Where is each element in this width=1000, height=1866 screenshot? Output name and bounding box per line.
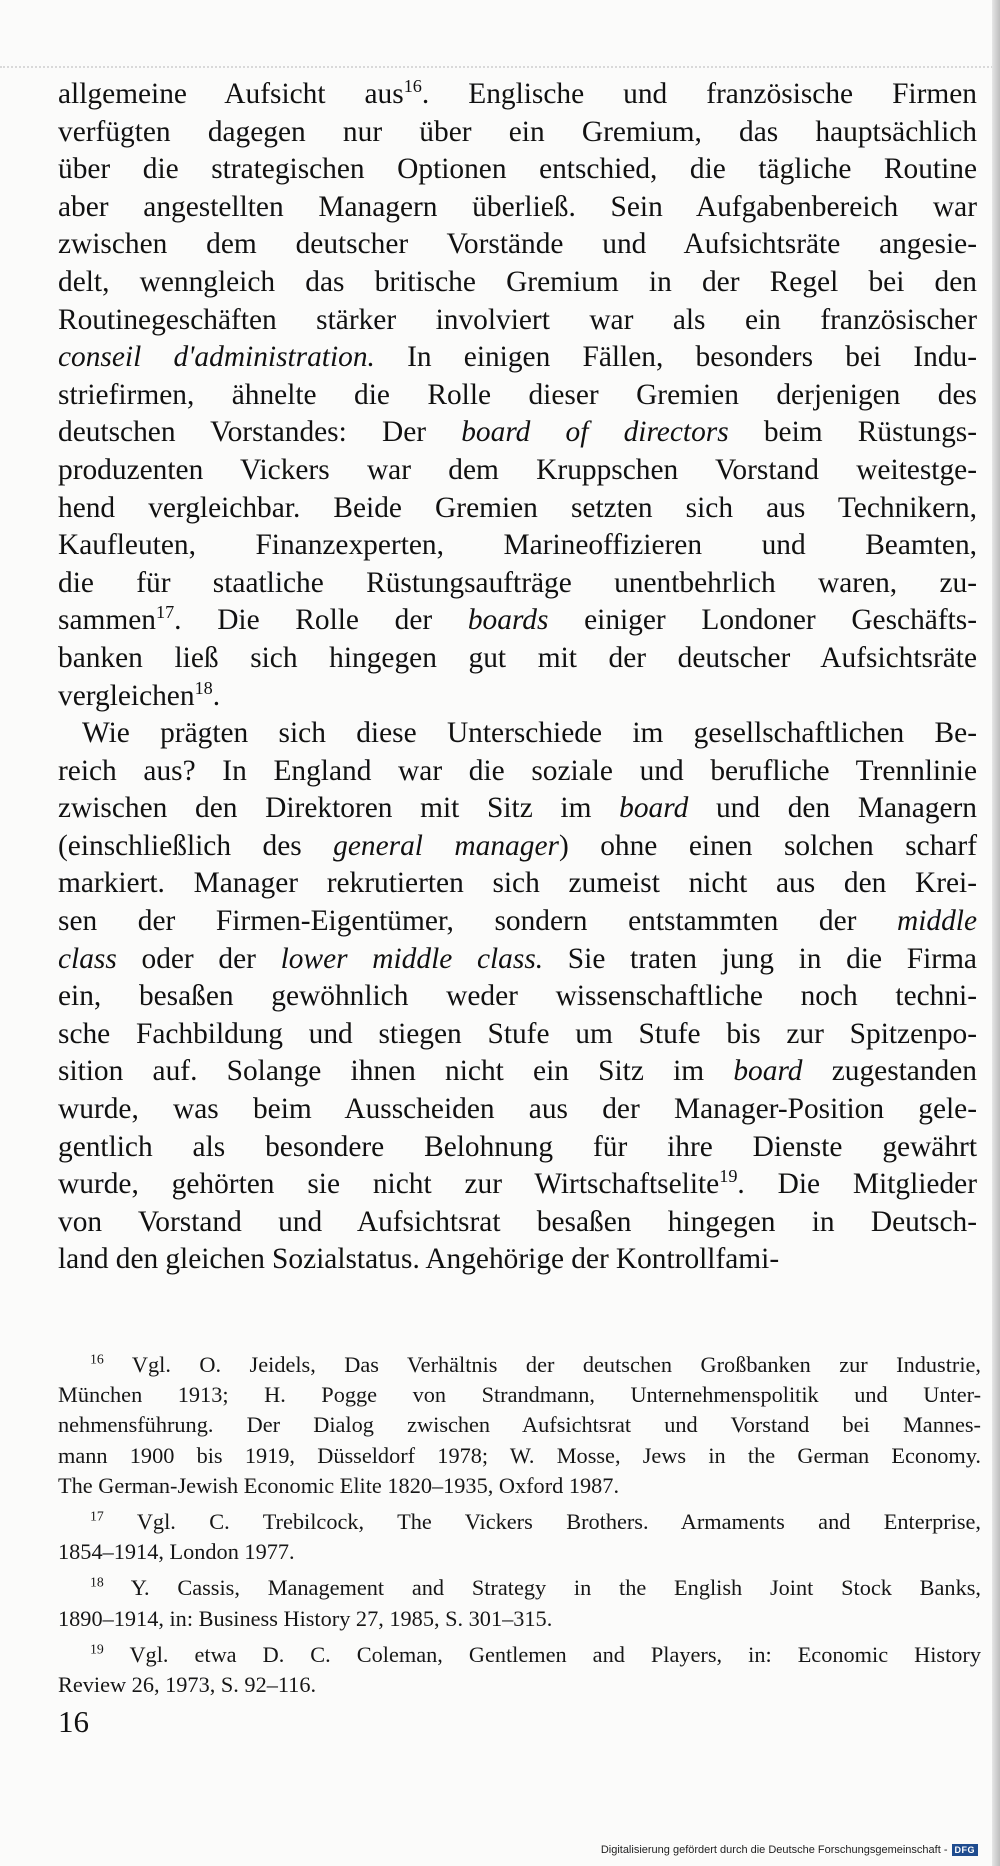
italic-term: boards — [467, 604, 549, 637]
text-line: die für staatliche Rüstungsaufträge unentbehrlich waren, zu- — [58, 566, 977, 599]
italic-term: general manager — [333, 829, 559, 862]
scan-page-edge — [992, 0, 1000, 1866]
footnote-17 — [58, 1507, 981, 1567]
footnote-number: 16 — [90, 1351, 104, 1367]
text-line: gentlich als besondere Belohnung für ihre Dienste gewährt — [58, 1130, 977, 1163]
footnote-line: $^{19}$ Vgl. etwa D. C. Coleman, Gentlemen and Players, in: Economic History — [90, 1641, 981, 1667]
footnote-line: München 1913; H. Pogge von Strandmann, Unternehmenspolitik und Unter- — [58, 1382, 981, 1408]
text-line: von Vorstand und Aufsichtsrat besaßen hingegen in Deutsch- — [58, 1205, 977, 1238]
paragraph-2 — [58, 715, 977, 1279]
text-line: ein, besaßen gewöhnlich weder wissenschaftliche noch techni- — [58, 980, 977, 1013]
footnote-line: The German-Jewish Economic Elite 1820–1935, Oxford 1987. — [58, 1472, 620, 1498]
main-text — [58, 76, 977, 1279]
footnote-number: 17 — [90, 1508, 104, 1524]
text-line: sition auf. Solange ihnen nicht ein Sitz im board zugestanden — [58, 1055, 977, 1088]
text-line: zwischen dem deutscher Vorstände und Aufsichtsräte angesie- — [58, 228, 977, 261]
text-line: hend vergleichbar. Beide Gremien setzten sich aus Technikern, — [58, 491, 977, 524]
text-line: (einschließlich des general manager) ohne einen solchen scharf — [58, 829, 978, 862]
footnote-line: $^{16}$ Vgl. O. Jeidels, Das Verhältnis der deutschen Großbanken zur Industrie, — [90, 1351, 981, 1377]
text-line: produzenten Vickers war dem Kruppschen Vorstand weitestge- — [58, 453, 977, 486]
text-line: vergleichen$^{18}$. — [58, 677, 221, 712]
text-line: land den gleichen Sozialstatus. Angehörige der Kontrollfami- — [58, 1243, 780, 1276]
text-line: wurde, gehörten sie nicht zur Wirtschaftselite$^{19}$. Die Mitglieder — [58, 1166, 977, 1201]
italic-term: board — [619, 792, 689, 825]
italic-term: board of directors — [461, 416, 729, 449]
footnote-ref: 19 — [719, 1166, 738, 1187]
footnote-ref: 16 — [403, 76, 422, 97]
footer-text: Digitalisierung gefördert durch die Deutsche Forschungsgemeinschaft - — [600, 1844, 948, 1856]
text-line: Wie prägten sich diese Unterschiede im gesellschaftlichen Be- — [82, 717, 977, 750]
text-line: reich aus? In England war die soziale und berufliche Trennlinie — [58, 754, 977, 787]
footnote-16 — [58, 1350, 981, 1501]
italic-term: middle — [897, 905, 977, 938]
footnote-ref: 18 — [194, 677, 213, 698]
text-line: wurde, was beim Ausscheiden aus der Manager-Position gele- — [58, 1093, 977, 1126]
text-line: banken ließ sich hingegen gut mit der deutscher Aufsichtsräte — [58, 641, 977, 674]
footnote-19 — [58, 1640, 981, 1700]
italic-term: class — [58, 942, 117, 975]
text-line: aber angestellten Managern überließ. Sein Aufgabenbereich war — [58, 190, 977, 223]
text-line: striefirmen, ähnelte die Rolle dieser Gremien derjenigen des — [58, 378, 977, 411]
text-line: class oder der lower middle class. Sie traten jung in die Firma — [58, 942, 977, 975]
page-number: 16 — [58, 1704, 89, 1739]
footnote-number: 19 — [90, 1641, 104, 1657]
text-line: delt, wenngleich das britische Gremium in der Regel bei den — [58, 265, 977, 298]
footnote-number: 18 — [90, 1575, 104, 1590]
text-line: conseil d'administration. In einigen Fällen, besonders bei Indu- — [58, 341, 977, 374]
footnote-line: mann 1900 bis 1919, Düsseldorf 1978; W. Mosse, Jews in the German Economy. — [58, 1442, 981, 1468]
footnote-line: $^{18}$ Y. Cassis, Management and Strategy in the English Joint Stock Banks, — [90, 1575, 981, 1601]
footnote-18 — [58, 1573, 981, 1633]
italic-term: conseil d'administration. — [58, 341, 375, 374]
footnote-line: 1854–1914, London 1977. — [58, 1539, 295, 1565]
footnote-ref: 17 — [155, 602, 175, 623]
footnotes — [58, 1350, 981, 1700]
footnote-line: $^{17}$ Vgl. C. Trebilcock, The Vickers Brothers. Armaments and Enterprise, — [90, 1508, 981, 1535]
paragraph-1 — [58, 76, 977, 715]
text-line: markiert. Manager rekrutierten sich zumeist nicht aus den Krei- — [58, 867, 977, 900]
scan-dotted-line — [0, 66, 1000, 68]
text-line: zwischen den Direktoren mit Sitz im board und den Managern — [58, 792, 977, 825]
text-line: Kaufleuten, Finanzexperten, Marineoffizieren und Beamten, — [58, 529, 977, 562]
text-line: Routinegeschäften stärker involviert war als ein französischer — [58, 303, 977, 336]
text-line: über die strategischen Optionen entschied, die tägliche Routine — [58, 153, 977, 186]
digitization-footer — [601, 1844, 978, 1856]
text-line: sche Fachbildung und stiegen Stufe um Stufe bis zur Spitzenpo- — [58, 1017, 977, 1050]
footnote-line: nehmensführung. Der Dialog zwischen Aufsichtsrat und Vorstand bei Mannes- — [58, 1412, 981, 1438]
text-line: allgemeine Aufsicht aus$^{16}$. Englische und französische Firmen — [58, 76, 977, 110]
footnote-line: 1890–1914, in: Business History 27, 1985, S. 301–315. — [58, 1605, 553, 1631]
italic-term: lower middle class. — [280, 942, 544, 975]
italic-term: board — [733, 1055, 803, 1088]
text-line: sen der Firmen-Eigentümer, sondern entstammten der middle — [58, 905, 977, 938]
text-line: verfügten dagegen nur über ein Gremium, das hauptsächlich — [58, 115, 977, 148]
text-line: deutschen Vorstandes: Der board of directors beim Rüstungs- — [58, 416, 978, 449]
text-line: sammen$^{17}$. Die Rolle der boards einiger Londoner Geschäfts- — [58, 602, 977, 637]
footnote-line: Review 26, 1973, S. 92–116. — [58, 1672, 317, 1698]
dfg-logo-icon: DFG — [952, 1844, 979, 1856]
